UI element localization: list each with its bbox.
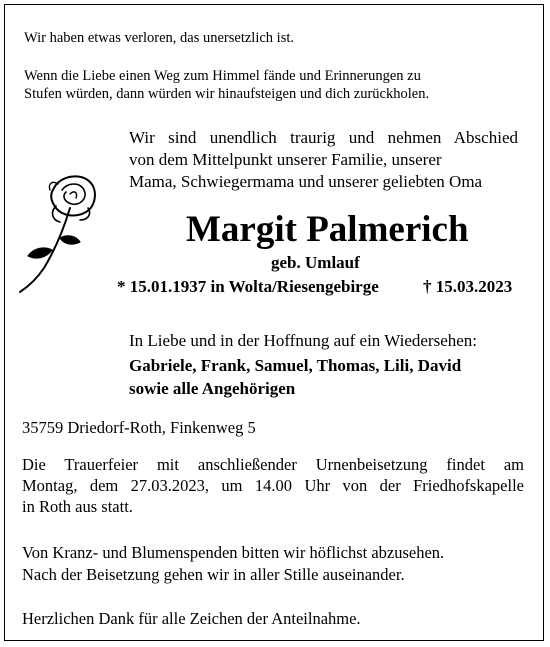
birth-date-place: * 15.01.1937 in Wolta/Riesengebirge	[117, 277, 379, 296]
funeral-line-2: Montag, dem 27.03.2023, um 14.00 Uhr von der Friedhofskapelle	[22, 476, 524, 495]
mourners-intro: In Liebe und in der Hoffnung auf ein Wiedersehen:	[129, 331, 478, 350]
death-date: † 15.03.2023	[423, 277, 513, 296]
statement-line-3: Mama, Schwiegermama und unserer geliebten Oma	[129, 172, 483, 191]
intro-text: Wir haben etwas verloren, das unersetzlich ist.	[24, 30, 294, 46]
thanks-text: Herzlichen Dank für alle Zeichen der Anteilnahme.	[22, 609, 361, 628]
mourners-line-2: sowie alle Angehörigen	[129, 379, 296, 398]
poem-line-1: Wenn die Liebe einen Weg zum Himmel fände und Erinnerungen zu	[24, 68, 421, 84]
statement-line-2: von dem Mittelpunkt unserer Familie, unserer	[129, 150, 442, 169]
requests-line-2: Nach der Beisetzung gehen wir in aller Stille auseinander.	[22, 565, 405, 584]
funeral-line-3: in Roth aus statt.	[22, 497, 133, 516]
birth-name: geb. Umlauf	[271, 253, 360, 272]
statement-line-1: Wir sind unendlich traurig und nehmen Abschied	[129, 128, 518, 147]
poem-line-2: Stufen würden, dann würden wir hinaufsteigen und dich zurückholen.	[24, 86, 430, 102]
funeral-line-1: Die Trauerfeier mit anschließender Urnenbeisetzung findet am	[22, 455, 524, 474]
address: 35759 Driedorf-Roth, Finkenweg 5	[22, 418, 256, 437]
requests-line-1: Von Kranz- und Blumenspenden bitten wir höflichst abzusehen.	[22, 543, 445, 562]
rose-icon	[14, 168, 100, 294]
mourners-line-1: Gabriele, Frank, Samuel, Thomas, Lili, David	[129, 356, 462, 375]
deceased-name: Margit Palmerich	[186, 209, 469, 250]
